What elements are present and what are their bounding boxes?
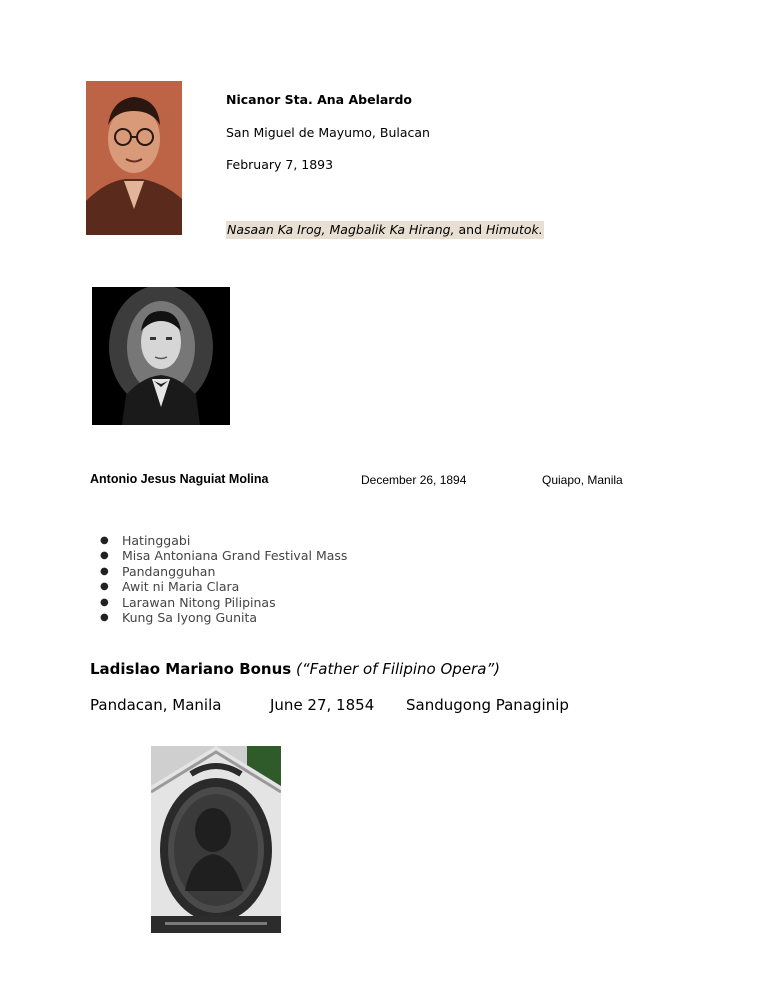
- composer-1-work-2: Magbalik Ka Hirang,: [329, 222, 455, 237]
- composer-3-epithet: (“Father of Filipino Opera”): [296, 660, 501, 678]
- composer-1-works-conjunction: and: [458, 222, 483, 237]
- bullet-icon: ●: [100, 611, 109, 623]
- bullet-icon: ●: [100, 535, 109, 546]
- work-title: Pandangguhan: [122, 563, 216, 579]
- composer-1-works-line: [226, 221, 544, 239]
- list-item: [100, 564, 347, 579]
- work-title: Awit ni Maria Clara: [122, 579, 240, 595]
- work-title: Larawan Nitong Pilipinas: [122, 594, 276, 610]
- composer-1-work-3: Himutok.: [486, 222, 543, 237]
- composer-3-work: Sandugong Panaginip: [406, 696, 569, 714]
- composer-2-birthdate: December 26, 1894: [361, 473, 467, 487]
- composer-1-work-1: Nasaan Ka Irog,: [227, 222, 326, 237]
- bullet-icon: ●: [100, 550, 109, 562]
- bullet-icon: ●: [100, 565, 109, 577]
- bullet-icon: ●: [100, 596, 109, 608]
- list-item: [100, 533, 347, 548]
- composer-2-works-list: [100, 533, 347, 625]
- list-item: [100, 579, 347, 594]
- composer-2-name: Antonio Jesus Naguiat Molina: [90, 472, 269, 486]
- composer-1-birthplace: San Miguel de Mayumo, Bulacan: [226, 125, 430, 140]
- composer-3-birthplace: Pandacan, Manila: [90, 696, 222, 714]
- composer-3-birthdate: June 27, 1854: [270, 696, 375, 714]
- list-item: [100, 548, 347, 563]
- bonus-memorial-plaque-photo: [151, 746, 281, 933]
- composer-2-birthplace: Quiapo, Manila: [542, 473, 623, 487]
- composer-1-birthdate: February 7, 1893: [226, 157, 334, 172]
- molina-portrait-photo: [92, 287, 230, 425]
- list-item: [100, 610, 347, 625]
- work-title: Hatinggabi: [122, 533, 191, 548]
- composer-3-name: Ladislao Mariano Bonus: [90, 660, 292, 678]
- abelardo-portrait-photo: [86, 81, 182, 235]
- composer-1-name: Nicanor Sta. Ana Abelardo: [226, 92, 412, 107]
- work-title: Misa Antoniana Grand Festival Mass: [122, 548, 348, 564]
- bullet-icon: ●: [100, 581, 109, 593]
- list-item: [100, 595, 347, 610]
- work-title: Kung Sa Iyong Gunita: [122, 609, 258, 625]
- composer-3-heading: [90, 660, 500, 678]
